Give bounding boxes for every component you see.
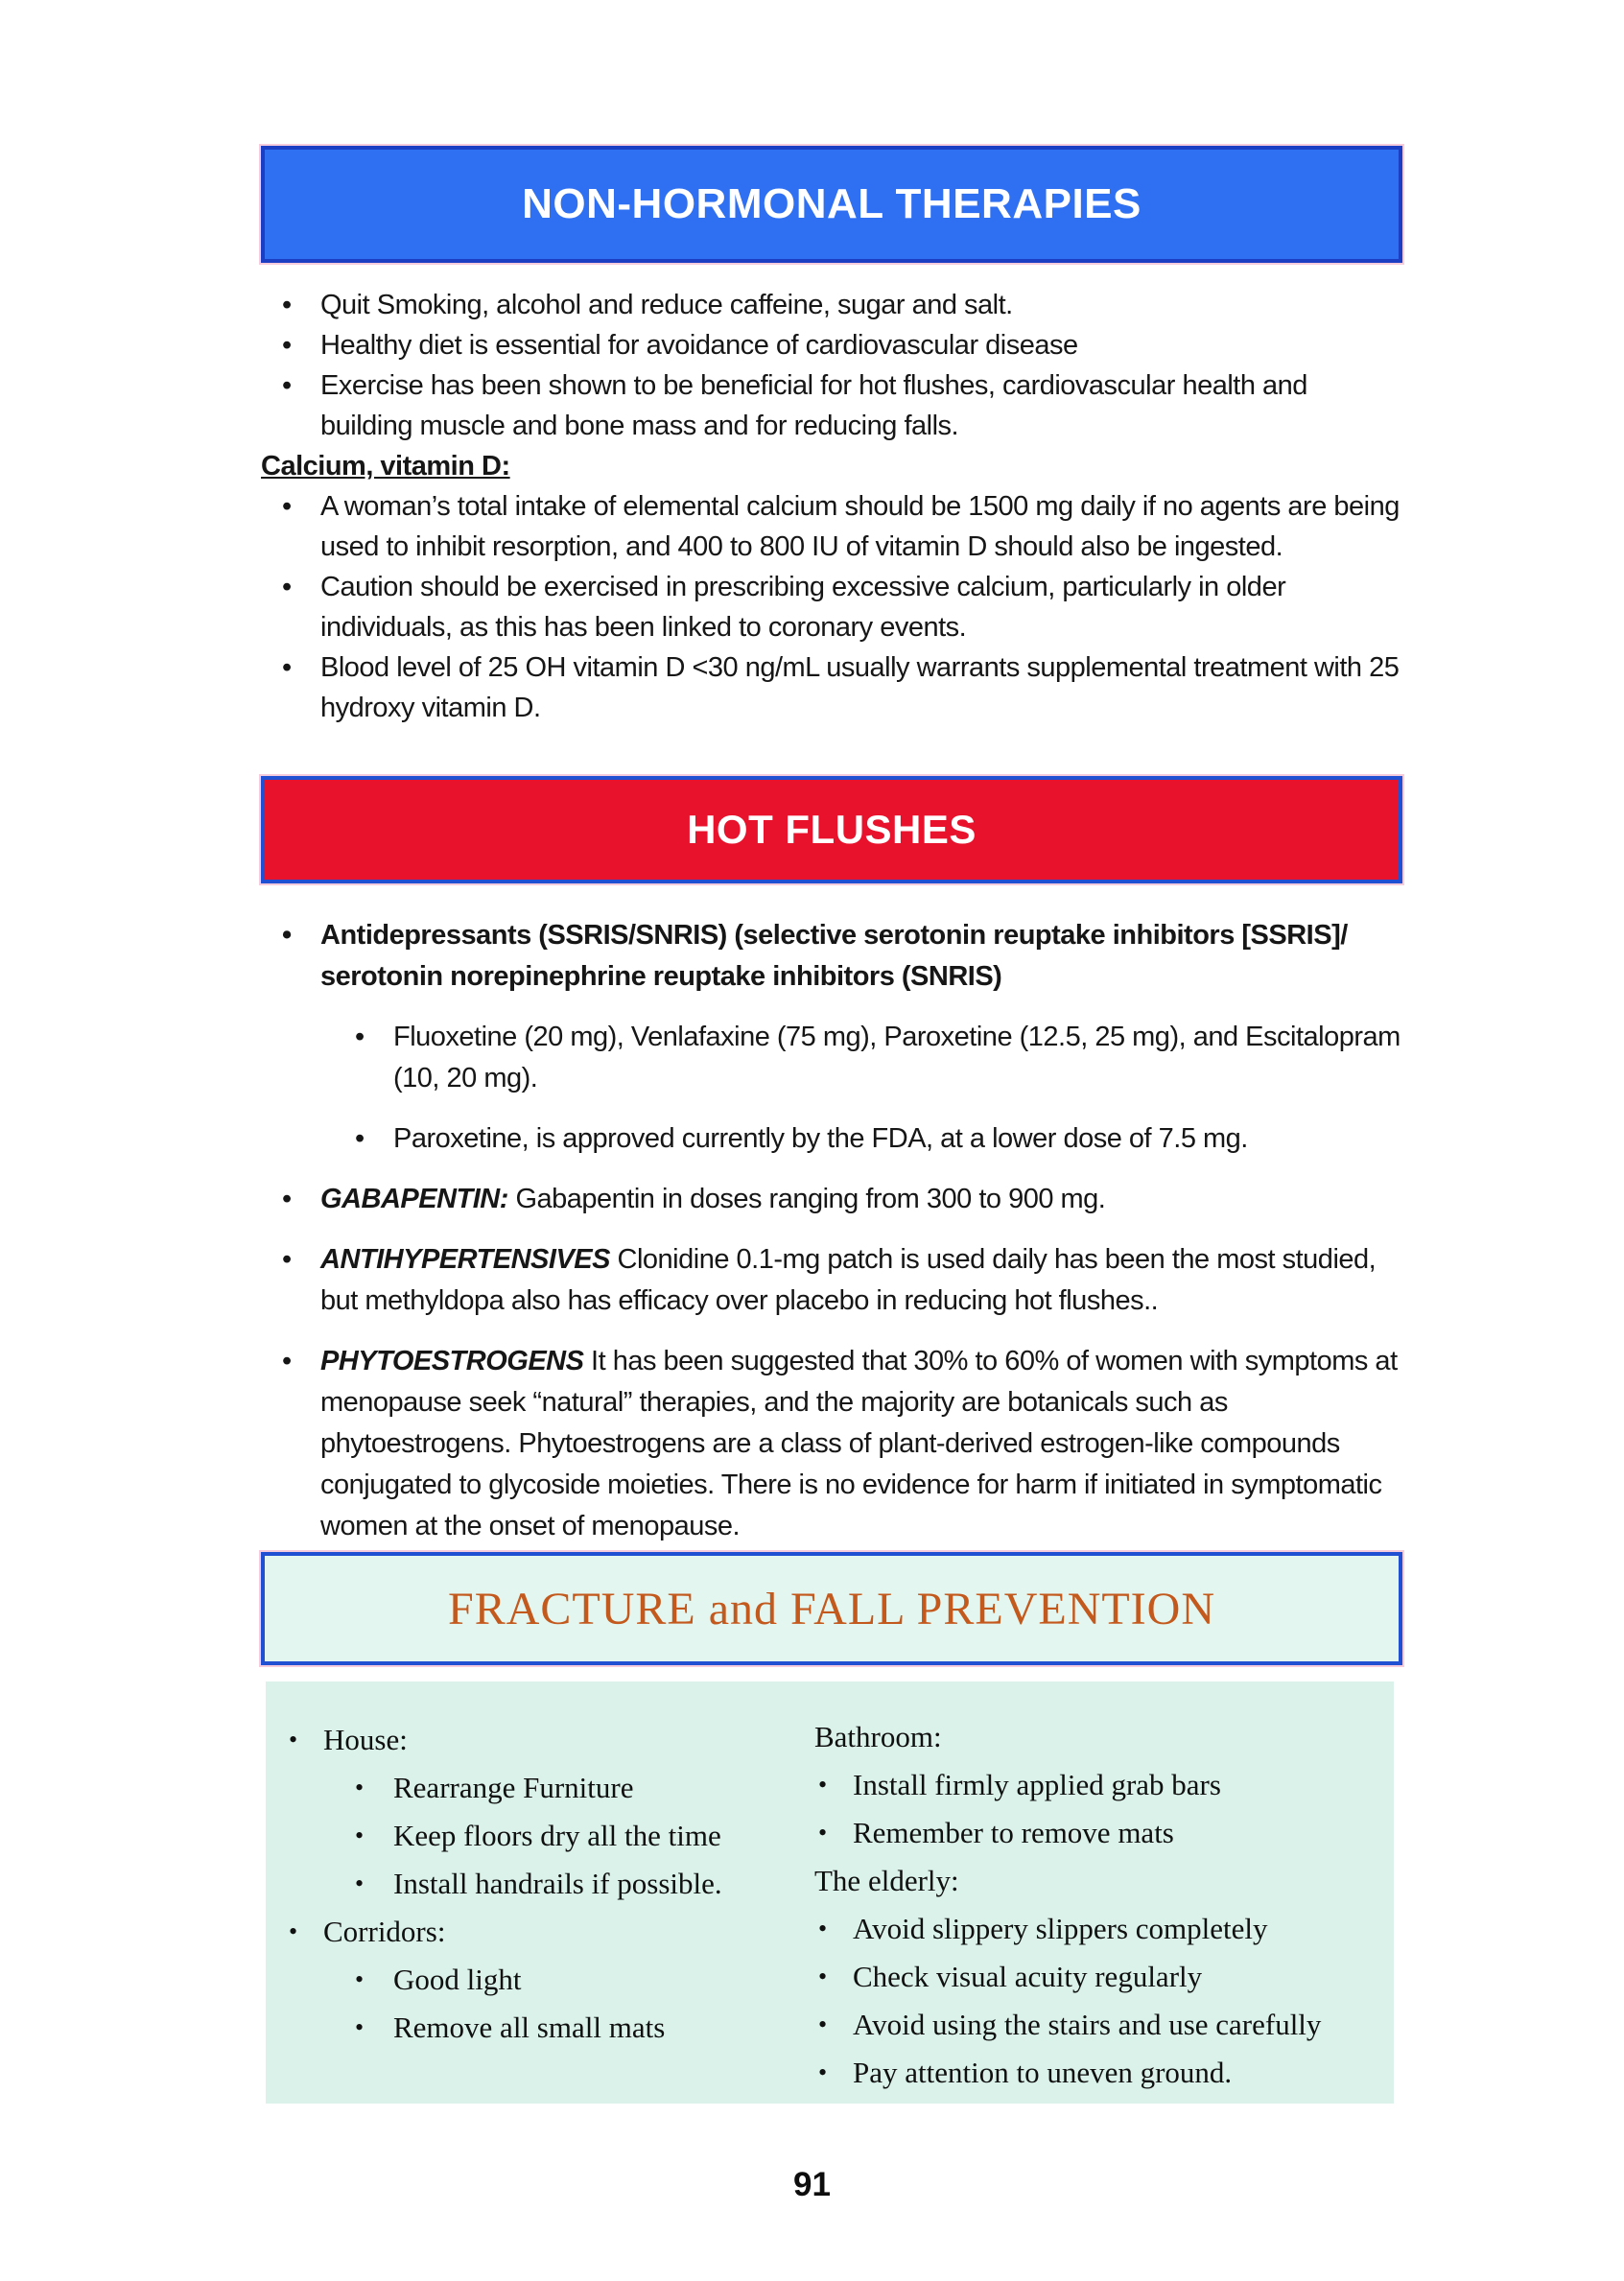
list-item: • Exercise has been shown to be beneficial for hot flushes, cardiovascular health and building muscle and bone mass and for reducing falls. <box>261 365 1402 446</box>
hot-flushes-banner <box>261 776 1402 883</box>
list-item: • Keep floors dry all the time <box>285 1812 803 1860</box>
list-item: • Rearrange Furniture <box>285 1764 803 1812</box>
list-item: • Blood level of 25 OH vitamin D <30 ng/mL usually warrants supplemental treatment with 25 hydroxy vitamin D. <box>261 647 1402 728</box>
sub-list-item: • Paroxetine, is approved currently by the FDA, at a lower dose of 7.5 mg. <box>261 1118 1402 1160</box>
non-hormonal-therapies-title: NON-HORMONAL THERAPIES <box>522 180 1142 227</box>
non-hormonal-therapies-banner <box>261 146 1402 263</box>
house-heading: • House: <box>285 1716 803 1764</box>
page-number: 91 <box>793 2166 831 2203</box>
antihypertensives-label: ANTIHYPERTENSIVES <box>320 1244 610 1275</box>
list-item: • Check visual acuity regularly <box>814 1953 1380 2001</box>
gabapentin-label: GABAPENTIN: <box>320 1184 508 1214</box>
hot-flushes-title: HOT FLUSHES <box>687 807 977 852</box>
hot-flushes-section <box>261 883 1402 1547</box>
sub-list-item: • Fluoxetine (20 mg), Venlafaxine (75 mg), Paroxetine (12.5, 25 mg), and Escitalopram (10, 20 mg). <box>261 1017 1402 1099</box>
fracture-fall-prevention-banner <box>261 1552 1402 1665</box>
bathroom-heading: Bathroom: <box>814 1720 942 1753</box>
gabapentin-text: Gabapentin in doses ranging from 300 to 900 mg. <box>507 1184 1106 1214</box>
antidepressants-item: • Antidepressants (SSRIS/SNRIS) (selective serotonin reuptake inhibitors [SSRIS]/ serotonin norepinephrine reuptake inhibitors (SNRIS) <box>261 915 1402 998</box>
phytoestrogens-label: PHYTOESTROGENS <box>320 1346 584 1376</box>
antihypertensives-text: Clonidine 0.1-mg patch is used daily has been the most studied, but methyldopa also has efficacy over placebo in reducing hot flushes.. <box>320 1244 1377 1316</box>
phytoestrogens-text: It has been suggested that 30% to 60% of women with symptoms at menopause seek “natural” therapies, and the majority are botanicals such as phytoestrogens. Phytoestrogens are a class of plant-derived estrogen-like compounds conjugated to glycoside moieties. There is no evidence for harm if initiated in symptomatic women at the onset of menopause. <box>320 1346 1398 1541</box>
elderly-heading: The elderly: <box>814 1864 959 1897</box>
antihypertensives-item <box>261 1239 1402 1322</box>
list-item: • Avoid using the stairs and use carefully <box>814 2001 1380 2049</box>
list-item: • Quit Smoking, alcohol and reduce caffeine, sugar and salt. <box>261 285 1402 325</box>
corridors-heading: • Corridors: <box>285 1908 803 1956</box>
phytoestrogens-item <box>261 1341 1402 1547</box>
list-item: • A woman’s total intake of elemental calcium should be 1500 mg daily if no agents are being used to inhibit resorption, and 400 to 800 IU of vitamin D should also be ingested. <box>261 486 1402 567</box>
list-item: • Remember to remove mats <box>814 1809 1380 1857</box>
list-item: • Good light <box>285 1956 803 2004</box>
fall-prevention-box <box>266 1681 1394 2104</box>
list-item: • Avoid slippery slippers completely <box>814 1905 1380 1953</box>
list-item: • Remove all small mats <box>285 2004 803 2052</box>
non-hormonal-section <box>261 263 1402 728</box>
list-item: • Install firmly applied grab bars <box>814 1761 1380 1809</box>
list-item: • Healthy diet is essential for avoidance of cardiovascular disease <box>261 325 1402 365</box>
gabapentin-item <box>261 1179 1402 1220</box>
fall-prevention-left-column <box>285 1716 803 2052</box>
fracture-fall-prevention-title: FRACTURE and FALL PREVENTION <box>448 1583 1215 1634</box>
list-item: • Install handrails if possible. <box>285 1860 803 1908</box>
list-item: • Caution should be exercised in prescribing excessive calcium, particularly in older individuals, as this has been linked to coronary events. <box>261 567 1402 647</box>
list-item: • Pay attention to uneven ground. <box>814 2049 1380 2097</box>
fall-prevention-right-column <box>814 1713 1380 2097</box>
calcium-vitamin-d-heading: Calcium, vitamin D: <box>261 451 510 482</box>
